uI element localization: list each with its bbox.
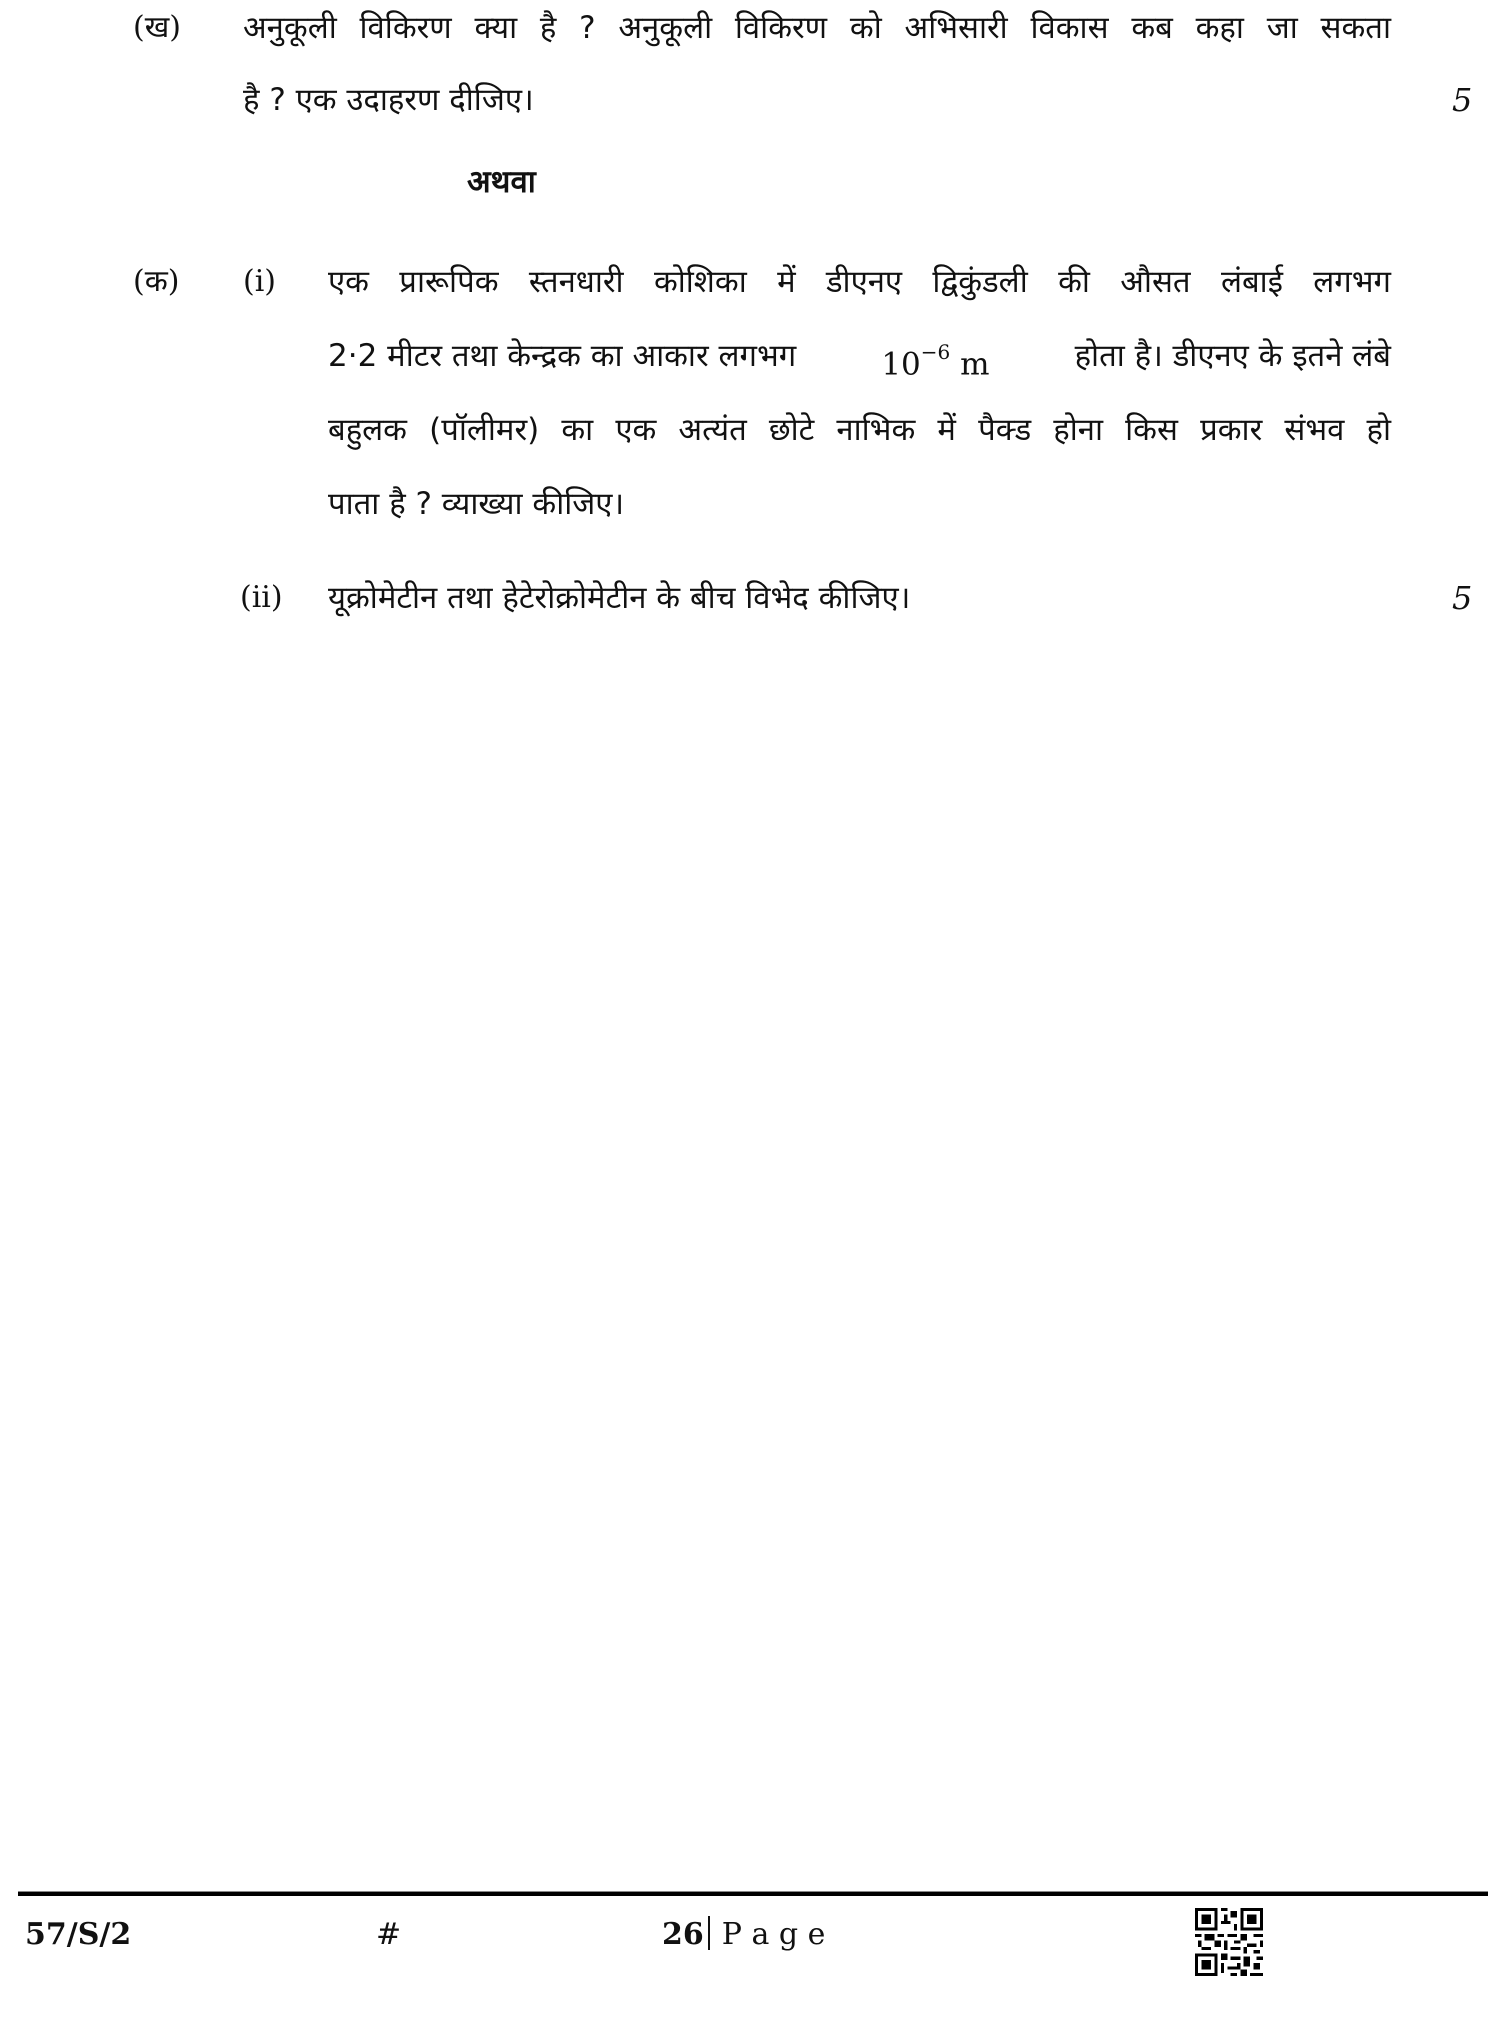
page-separator — [708, 1916, 710, 1950]
power-exponent: −6 — [920, 340, 951, 364]
page-number: 26 — [662, 1917, 704, 1952]
part-ii-label: (ii) — [240, 580, 283, 615]
part-ii-text: यूक्रोमेटीन तथा हेटेरोक्रोमेटीन के बीच विभेद कीजिए। — [328, 580, 911, 616]
part-i-line2 — [328, 336, 1391, 384]
page-indicator — [662, 1915, 825, 1955]
question-b-line2: है ? एक उदाहरण दीजिए। — [243, 82, 534, 118]
hash-mark: # — [376, 1917, 402, 1952]
part-i-line2-math — [881, 336, 989, 384]
question-b-marks: 5 — [1452, 81, 1473, 119]
question-label-ka: (क) — [133, 264, 180, 299]
paper-code: 57/S/2 — [25, 1917, 132, 1952]
part-i-line1: एक प्रारूपिक स्तनधारी कोशिका में डीएनए द्विकुंडली की औसत लंबाई लगभग — [328, 264, 1391, 300]
part-i-line4: पाता है ? व्याख्या कीजिए। — [328, 486, 625, 522]
question-b-line1: अनुकूली विकिरण क्या है ? अनुकूली विकिरण को अभिसारी विकास कब कहा जा सकता — [243, 10, 1391, 46]
qr-code-icon — [1195, 1908, 1263, 1976]
footer-divider — [18, 1891, 1488, 1896]
unit: m — [950, 346, 990, 383]
power-base: 10 — [881, 346, 921, 383]
or-separator: अथवा — [467, 164, 536, 200]
part-i-line3: बहुलक (पॉलीमर) का एक अत्यंत छोटे नाभिक में पैक्ड होना किस प्रकार संभव हो — [328, 412, 1391, 448]
question-a-marks: 5 — [1452, 579, 1473, 617]
part-i-label: (i) — [243, 264, 277, 299]
question-label-kha: (ख) — [133, 10, 181, 45]
page-label: P a g e — [721, 1917, 826, 1952]
part-i-line2-post: होता है। डीएनए के इतने लंबे — [1074, 338, 1391, 374]
part-i-line2-pre: 2·2 मीटर तथा केन्द्रक का आकार लगभग — [328, 338, 797, 374]
